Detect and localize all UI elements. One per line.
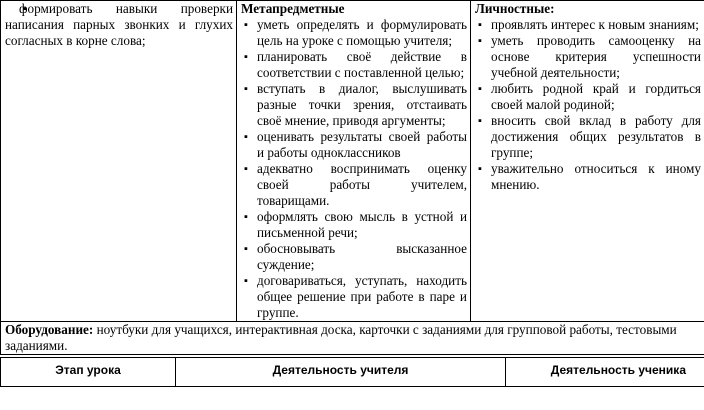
list-item: ▪ оценивать результаты своей работы и работы одноклассников: [241, 129, 467, 161]
equipment-cell: [1, 322, 704, 355]
list-item: ▪ адекватно воспринимать оценку своей работы учителем, товарищами.: [241, 161, 467, 209]
personal-list: [475, 17, 701, 193]
header-stage: Этап урока: [1, 358, 176, 387]
list-item: ▪ формировать навыки проверки написания парных звонких и глухих согласных в корне слова;: [5, 1, 233, 49]
header-teacher-activity: Деятельность учителя: [176, 358, 506, 387]
equipment-label: Оборудование:: [5, 322, 94, 337]
list-item: ▪ проявлять интерес к новым знаниям;: [475, 17, 701, 33]
header-student-activity: Деятельность ученика: [506, 358, 704, 387]
list-item: ▪ уважительно относиться к иному мнению.: [475, 161, 701, 193]
personal-results-cell: [471, 1, 704, 322]
equipment-text: ноутбуки для учащихся, интерактивная доска, карточки с заданиями для групповой работы, тестовыми заданиями.: [5, 322, 677, 353]
metasubject-heading: Метапредметные: [241, 1, 345, 16]
metasubject-list: [241, 17, 467, 321]
subject-results-cell: [1, 1, 237, 322]
list-item: ▪ планировать своё действие в соответствии с поставленной целью;: [241, 49, 467, 81]
subject-results-list: [5, 1, 233, 49]
list-item: ▪ вступать в диалог, выслушивать разные точки зрения, отстаивать своё мнение, приводя аргументы;: [241, 81, 467, 129]
personal-heading: Личностные:: [475, 1, 555, 16]
list-item: ▪ любить родной край и гордиться своей малой родиной;: [475, 81, 701, 113]
lesson-stages-table: [0, 357, 704, 387]
list-item: ▪ оформлять свою мысль в устной и письменной речи;: [241, 209, 467, 241]
list-item: ▪ уметь проводить самооценку на основе критерия успешности учебной деятельности;: [475, 33, 701, 81]
list-item: ▪ уметь определять и формулировать цель на уроке с помощью учителя;: [241, 17, 467, 49]
list-item: ▪ вносить свой вклад в работу для достижения общих результатов в группе;: [475, 113, 701, 161]
list-item: ▪ обосновывать высказанное суждение;: [241, 241, 467, 273]
metasubject-results-cell: [237, 1, 471, 322]
list-item: ▪ договариваться, уступать, находить общее решение при работе в паре и группе.: [241, 273, 467, 321]
